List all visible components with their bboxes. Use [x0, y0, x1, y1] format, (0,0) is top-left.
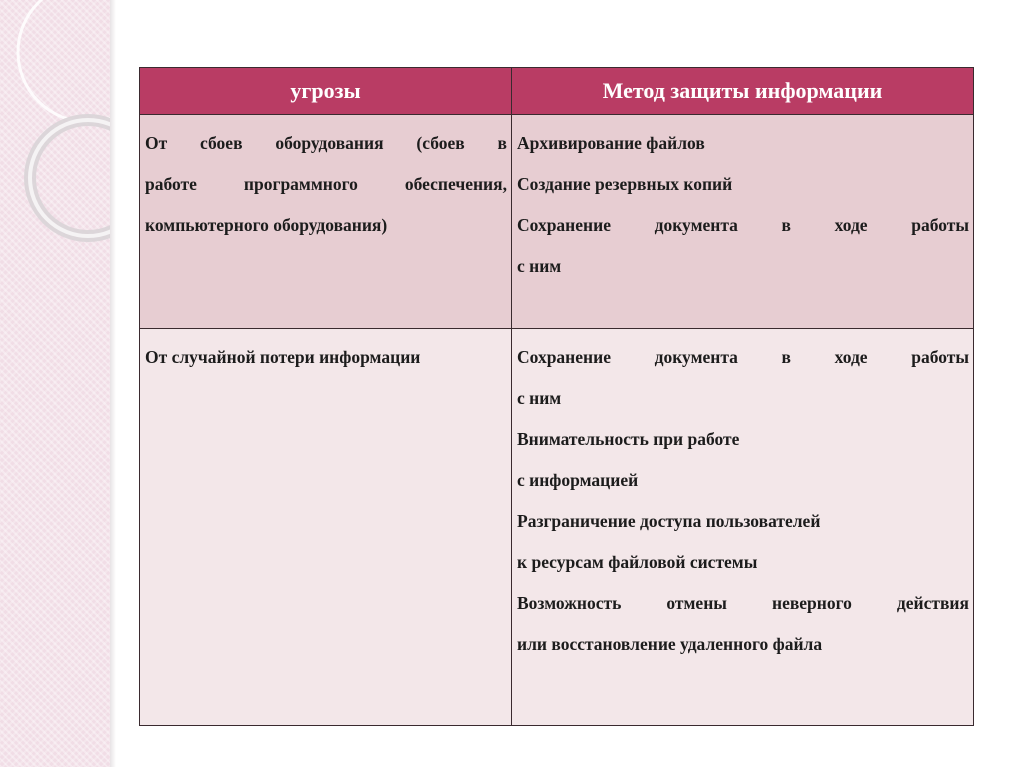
- table-header-row: [140, 68, 974, 115]
- method-line: с ним: [517, 256, 562, 276]
- threat-line: От случайной потери информации: [145, 347, 421, 367]
- header-threat: угрозы: [140, 68, 512, 115]
- method-line: Сохранение документа в ходе работы: [517, 215, 969, 235]
- method-line: Возможность отмены неверного действия: [517, 593, 969, 613]
- threat-cell: [140, 329, 512, 726]
- threat-cell: [140, 115, 512, 329]
- threats-methods-table: [139, 67, 974, 726]
- threat-line: работе программного обеспечения,: [145, 174, 507, 194]
- method-line: Разграничение доступа пользователей: [517, 511, 821, 531]
- threat-text: [140, 329, 511, 378]
- table-row: [140, 115, 974, 329]
- decorative-rings-icon: [0, 0, 110, 767]
- header-method: Метод защиты информации: [512, 68, 974, 115]
- threat-text: [140, 115, 511, 246]
- method-line: или восстановление удаленного файла: [517, 634, 823, 654]
- method-line: к ресурсам файловой системы: [517, 552, 758, 572]
- method-text: [512, 115, 973, 287]
- method-line: с ним: [517, 388, 562, 408]
- method-cell: [512, 115, 974, 329]
- method-cell: [512, 329, 974, 726]
- threat-line: От сбоев оборудования (сбоев в: [145, 133, 507, 153]
- strip-edge-shadow: [110, 0, 116, 767]
- method-line: Создание резервных копий: [517, 174, 733, 194]
- method-text: [512, 329, 973, 665]
- decorative-side-strip: [0, 0, 110, 767]
- method-line: Сохранение документа в ходе работы: [517, 347, 969, 367]
- method-line: Архивирование файлов: [517, 133, 705, 153]
- threat-line: компьютерного оборудования): [145, 215, 388, 235]
- method-line: Внимательность при работе: [517, 429, 740, 449]
- table-row: [140, 329, 974, 726]
- method-line: с информацией: [517, 470, 639, 490]
